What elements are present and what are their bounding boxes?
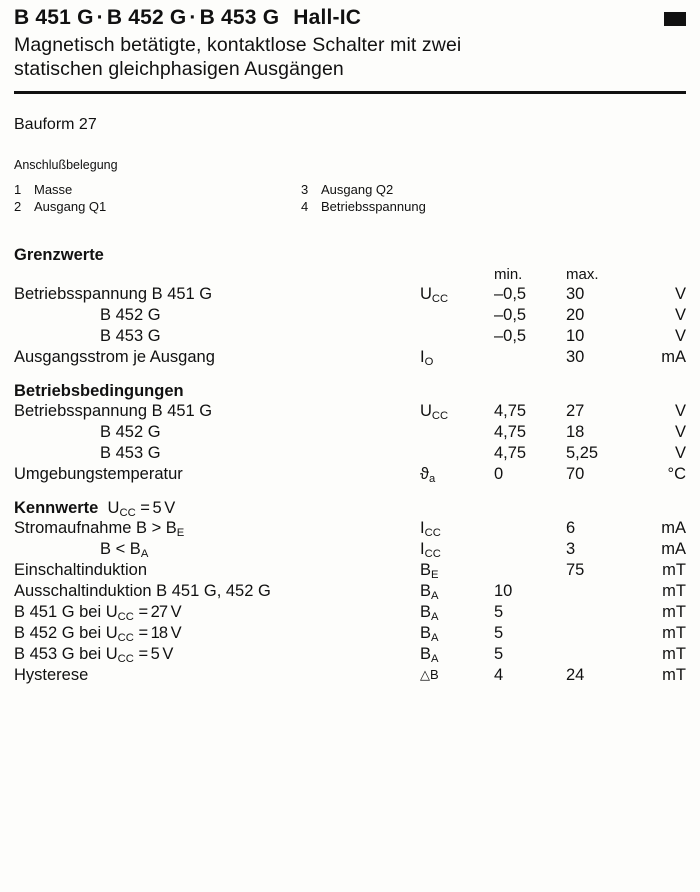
row-max [566, 581, 658, 602]
subtitle-line-2: statischen gleichphasigen Ausgängen [14, 57, 344, 80]
row-unit: mT [662, 581, 686, 600]
row-name: B 453 G [100, 443, 161, 462]
symbol-base: B [420, 623, 432, 642]
row-unit: mA [661, 347, 686, 366]
row-unit: mA [661, 518, 686, 537]
bauform-label: Bauform 27 [14, 115, 97, 133]
row-name: Einschaltinduktion [14, 560, 147, 579]
row-name [14, 518, 420, 539]
section-heading-grenzwerte: Grenzwerte [14, 245, 104, 264]
table-row [14, 665, 686, 686]
table-row [14, 581, 686, 602]
row-name: Betriebsspannung B 451 G [14, 401, 213, 420]
row-max: 5,25 [566, 443, 599, 462]
table-header-row [14, 265, 686, 284]
row-unit: mT [662, 644, 686, 663]
table-row [14, 401, 686, 422]
row-min [494, 347, 566, 368]
row-symbol [420, 443, 494, 464]
row-name: Ausschaltinduktion B 451 G, 452 G [14, 581, 271, 600]
symbol-sub: A [431, 610, 439, 623]
symbol-base: I [420, 347, 425, 366]
symbol-base: △B [420, 666, 439, 682]
symbol-sub: O [424, 355, 434, 368]
row-max: 24 [566, 665, 585, 684]
black-square-marker [664, 12, 686, 26]
family-label: Hall-IC [293, 6, 362, 29]
title-separator-1: · [96, 6, 104, 29]
row-max: 10 [566, 326, 585, 345]
page-title [14, 6, 361, 30]
row-min [494, 539, 566, 560]
symbol-sub: CC [431, 292, 449, 305]
row-name [14, 644, 420, 665]
symbol-sub: E [431, 568, 439, 581]
header-symbol [420, 265, 494, 284]
row-symbol [420, 644, 494, 665]
row-unit: V [674, 326, 686, 345]
row-name [14, 539, 420, 560]
row-unit: V [674, 422, 686, 441]
type-1: B 451 G [14, 6, 94, 29]
pin-number: 3 [301, 181, 309, 197]
pinout-right-numbers [301, 181, 321, 216]
symbol-sub: A [431, 589, 439, 602]
row-name [14, 623, 420, 644]
row-max: 18 [566, 422, 585, 441]
kennwerte-label: Kennwerte [14, 498, 99, 517]
table-row [14, 644, 686, 665]
row-unit: °C [667, 464, 686, 483]
pinout-right-labels [321, 181, 426, 216]
row-symbol [420, 560, 494, 581]
table-row [14, 305, 686, 326]
section-heading-betriebsbedingungen: Betriebsbedingungen [14, 381, 184, 400]
row-name: Betriebsspannung B 451 G [14, 284, 213, 303]
pinout-title: Anschlußbelegung [14, 157, 118, 172]
pin-label: Ausgang Q2 [321, 181, 394, 197]
row-name: Ausgangsstrom je Ausgang [14, 347, 215, 366]
row-max: 30 [566, 347, 585, 366]
symbol-base: U [420, 401, 432, 420]
row-min: –0,5 [494, 284, 527, 303]
row-symbol [420, 581, 494, 602]
table-row [14, 347, 686, 368]
row-symbol [420, 464, 494, 485]
pinout-left-numbers [14, 181, 34, 216]
row-min: 4,75 [494, 443, 527, 462]
table-row [14, 539, 686, 560]
row-name-tail: = 18 V [138, 623, 181, 642]
row-max: 27 [566, 401, 585, 420]
row-name-sub: CC [117, 652, 134, 665]
pin-number: 4 [301, 199, 309, 215]
header-unit [658, 265, 686, 284]
row-min: 5 [494, 602, 504, 621]
pinout-column-left [14, 181, 301, 216]
symbol-sub: a [429, 472, 436, 485]
kennwerte-condition-value: = 5 V [140, 498, 175, 517]
row-max [566, 644, 658, 665]
table-row [14, 422, 686, 443]
row-name [14, 602, 420, 623]
pin-label: Masse [34, 181, 73, 197]
row-max: 6 [566, 518, 576, 537]
row-min: 4,75 [494, 401, 527, 420]
row-name-text: B 451 G bei U [14, 602, 118, 621]
row-unit: mA [661, 539, 686, 558]
row-symbol [420, 284, 494, 305]
row-min: 0 [494, 464, 504, 483]
header-max: max. [566, 265, 599, 283]
symbol-base: ϑ [420, 464, 430, 483]
row-max: 75 [566, 560, 585, 579]
table-row [14, 443, 686, 464]
pin-number: 1 [14, 181, 22, 197]
row-unit: mT [662, 560, 686, 579]
row-name: B 453 G [100, 326, 161, 345]
row-symbol [420, 539, 494, 560]
row-max: 3 [566, 539, 576, 558]
row-min: 4 [494, 665, 504, 684]
row-unit: mT [662, 602, 686, 621]
row-symbol [420, 623, 494, 644]
row-symbol [420, 305, 494, 326]
pin-label: Betriebsspannung [321, 199, 426, 215]
table-row [14, 284, 686, 305]
row-symbol [420, 665, 494, 686]
row-name-tail: = 27 V [138, 602, 181, 621]
row-name-sub: A [140, 547, 149, 560]
symbol-sub: A [431, 631, 439, 644]
row-name-text: B < B [100, 539, 141, 558]
row-max: 20 [566, 305, 585, 324]
pin-number: 2 [14, 199, 22, 215]
row-symbol [420, 401, 494, 422]
symbol-sub: CC [424, 526, 441, 539]
type-2: B 452 G [106, 6, 187, 29]
row-min: –0,5 [494, 326, 527, 345]
row-min [494, 518, 566, 539]
row-symbol [420, 326, 494, 347]
page-header [0, 0, 700, 30]
table-betriebsbedingungen [14, 401, 686, 485]
table-kennwerte [14, 518, 686, 686]
row-name-sub: CC [117, 631, 134, 644]
table-row [14, 602, 686, 623]
row-unit: mT [662, 665, 686, 684]
row-symbol [420, 518, 494, 539]
row-unit: V [674, 401, 686, 420]
row-name-text: Stromaufnahme B > B [14, 518, 177, 537]
table-row [14, 518, 686, 539]
table-grenzwerte [14, 265, 686, 368]
symbol-sub: CC [424, 547, 441, 560]
row-max [566, 623, 658, 644]
row-min: 5 [494, 623, 504, 642]
row-max [566, 602, 658, 623]
row-min [494, 560, 566, 581]
row-name-text: B 452 G bei U [14, 623, 118, 642]
symbol-sub: CC [431, 409, 449, 422]
row-min: 4,75 [494, 422, 527, 441]
pin-label: Ausgang Q1 [34, 199, 107, 215]
row-unit: V [674, 284, 686, 303]
row-unit: mT [662, 623, 686, 642]
row-max: 30 [566, 284, 585, 303]
row-name-text: B 453 G bei U [14, 644, 118, 663]
type-3: B 453 G [199, 6, 280, 29]
title-separator-2: · [189, 6, 197, 29]
kennwerte-condition-sub: CC [119, 506, 136, 519]
row-min: 10 [494, 581, 513, 600]
row-name: B 452 G [100, 305, 161, 324]
symbol-base: B [420, 581, 432, 600]
symbol-sub: A [431, 652, 439, 665]
section-heading-kennwerte [0, 485, 700, 518]
row-max: 70 [566, 464, 585, 483]
symbol-base: I [420, 539, 425, 558]
symbol-base: I [420, 518, 425, 537]
pinout-list [0, 172, 700, 216]
symbol-base: B [420, 602, 432, 621]
row-symbol [420, 347, 494, 368]
subtitle-line-1: Magnetisch betätigte, kontaktlose Schalter mit zwei [14, 34, 462, 56]
row-min: 5 [494, 644, 504, 663]
row-name-tail: = 5 V [138, 644, 173, 663]
table-row [14, 560, 686, 581]
kennwerte-condition-symbol: U [107, 498, 120, 517]
pinout-column-right [301, 181, 426, 216]
subtitle [0, 30, 700, 82]
table-row [14, 326, 686, 347]
row-name-sub: CC [117, 610, 134, 623]
pinout-left-labels [34, 181, 106, 216]
row-name: Hysterese [14, 665, 89, 684]
symbol-base: B [420, 644, 432, 663]
row-name: B 452 G [100, 422, 161, 441]
row-name: Umgebungstemperatur [14, 464, 183, 483]
row-symbol [420, 602, 494, 623]
row-unit: V [674, 443, 686, 462]
row-unit: V [674, 305, 686, 324]
row-symbol [420, 422, 494, 443]
symbol-base: U [420, 284, 432, 303]
header-min: min. [494, 265, 523, 283]
header-spacer [14, 265, 420, 284]
table-row [14, 464, 686, 485]
row-name-sub: E [176, 526, 185, 539]
row-min: –0,5 [494, 305, 527, 324]
symbol-base: B [420, 560, 432, 579]
table-row [14, 623, 686, 644]
